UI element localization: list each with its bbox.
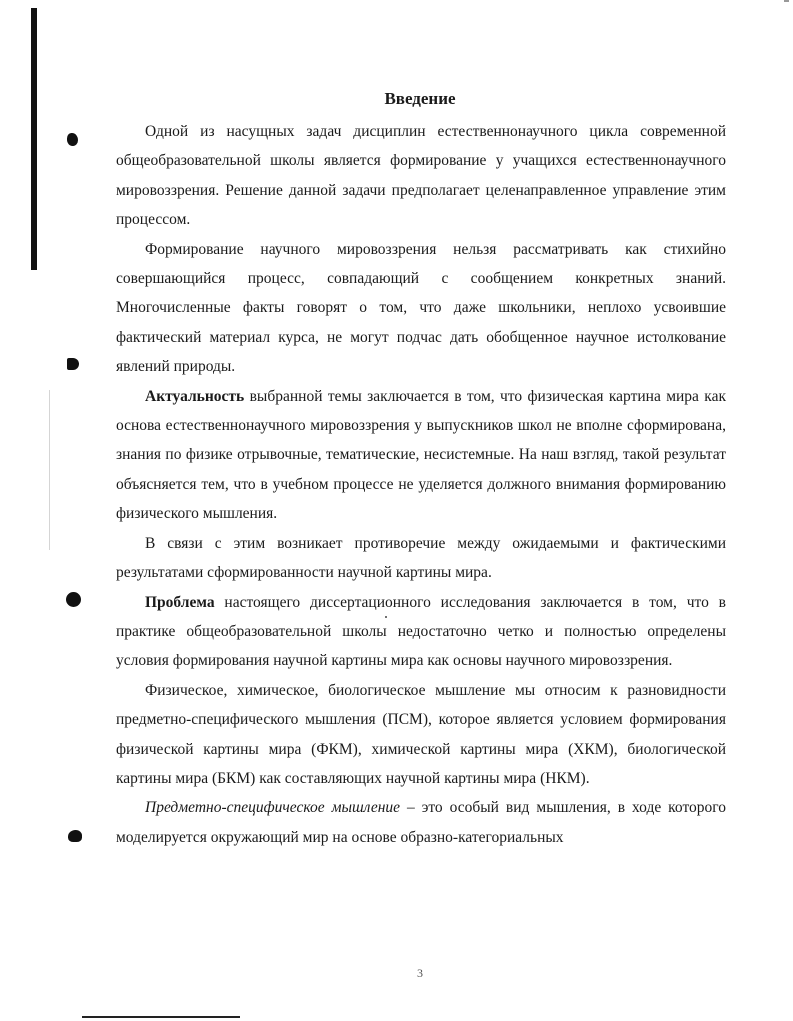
scan-binding-edge [31,8,37,270]
paragraph-lead-bold: Проблема [145,593,215,611]
paragraph [116,588,726,676]
paragraph [116,529,726,588]
footer-rule [82,1016,240,1018]
paragraph-text: Формирование научного мировоззрения нельзя рассматривать как стихийно совершающийся процесс, совпадающий с сообщением конкретных знаний. Многочисленные факты говорят о том, что даже школьники, неплохо усвоившие фактический материал курса, не могут подчас дать обобщенное научное истолкование явлений природы. [116,240,726,376]
paragraph [116,793,726,852]
page-title: Введение [384,89,456,108]
punch-hole-mark [66,592,81,607]
paragraph [116,382,726,529]
paragraph-lead-italic: Предметно-специфическое мышление [145,799,401,817]
paragraph-text: выбранной темы заключается в том, что физическая картина мира как основа естественнонаучного мировоззрения у выпускников школ не вполне сформирована, знания по физике отрывочные, тематические, несистемные. На наш взгляд, такой результат объясняется тем, что в учебном процессе не уделяется должного внимания формированию физического мышления. [116,387,726,523]
paragraph-text: В связи с этим возникает противоречие между ожидаемыми и фактическими результатами сформированности научной картины мира. [116,534,726,582]
paragraph [116,235,726,382]
paragraph [116,117,726,235]
paragraph-text: – это особый вид мышления, в ходе которого моделируется окружающий мир на основе образно-категориальных [116,799,726,846]
paragraph [116,676,726,794]
paragraph-lead-bold: Актуальность [145,387,245,405]
punch-hole-mark [68,830,82,842]
scan-margin-line [49,390,50,550]
paragraph-text: Физическое, химическое, биологическое мышление мы относим к разновидности предметно-специфического мышления (ПСМ), которое является условием формирования физической картины мира (ФКМ), химической картины мира (ХКМ), биологической картины мира (БКМ) как составляющих научной картины мира (НКМ). [116,681,726,787]
paragraph-text: Одной из насущных задач дисциплин естественнонаучного цикла современной общеобразовательной школы является формирование у учащихся естественнонаучного мировоззрения. Решение данной задачи предполагает целенаправленное управление этим процессом. [116,123,726,229]
paragraph-text: настоящего диссертационного исследования заключается в том, что в практике общеобразовательной школы недостаточно четко и полностью определены условия формирования научной картины мира как основы научного мировоззрения. [116,593,726,670]
punch-hole-mark [67,358,79,370]
page-number: 3 [417,966,423,980]
body-text [116,117,726,852]
punch-hole-mark [67,133,78,146]
scan-speck [784,0,789,2]
